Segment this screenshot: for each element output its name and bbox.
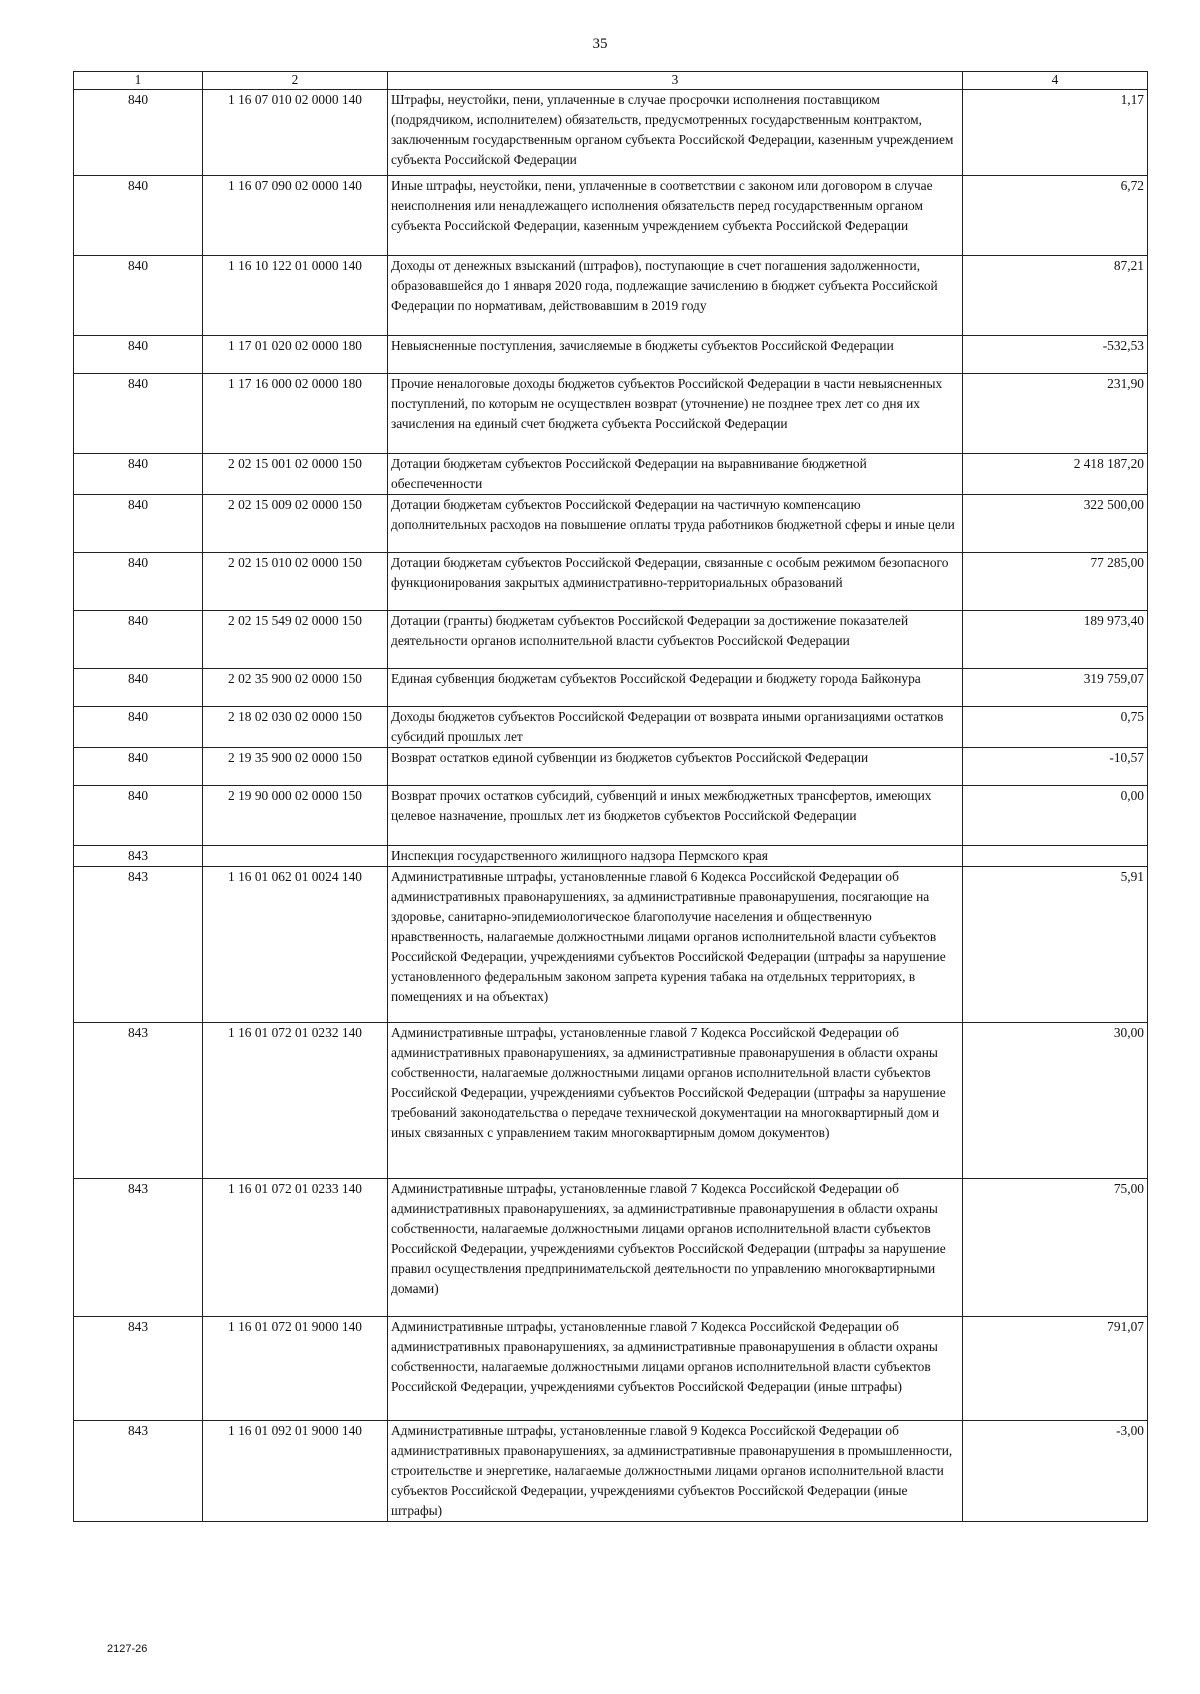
revenue-name-cell: Возврат остатков единой субвенции из бюджетов субъектов Российской Федерации (388, 748, 963, 786)
column-header-2: 2 (203, 72, 388, 90)
amount-cell: 6,72 (963, 176, 1148, 256)
amount-cell: 2 418 187,20 (963, 454, 1148, 495)
admin-code-cell: 843 (74, 1421, 203, 1522)
table-row (74, 90, 1148, 176)
column-header-4: 4 (963, 72, 1148, 90)
table-row (74, 495, 1148, 553)
table-row (74, 846, 1148, 867)
budget-code-cell: 1 16 01 062 01 0024 140 (203, 867, 388, 1023)
amount-cell: -3,00 (963, 1421, 1148, 1522)
admin-code-cell: 840 (74, 669, 203, 707)
amount-cell: 1,17 (963, 90, 1148, 176)
amount-cell (963, 846, 1148, 867)
revenue-name-cell: Дотации бюджетам субъектов Российской Федерации на частичную компенсацию дополнительных расходов на повышение оплаты труда работников бюджетной сферы и иные цели (388, 495, 963, 553)
revenue-name-cell: Возврат прочих остатков субсидий, субвенций и иных межбюджетных трансфертов, имеющих целевое назначение, прошлых лет из бюджетов субъектов Российской Федерации (388, 786, 963, 846)
budget-code-cell: 2 18 02 030 02 0000 150 (203, 707, 388, 748)
table-body (74, 90, 1148, 1522)
revenue-name-cell: Прочие неналоговые доходы бюджетов субъектов Российской Федерации в части невыясненных поступлений, по которым не осуществлен возврат (уточнение) не позднее трех лет со дня их зачисления на единый счет бюджета субъекта Российской Федерации (388, 374, 963, 454)
amount-cell: 319 759,07 (963, 669, 1148, 707)
revenue-name-cell: Доходы бюджетов субъектов Российской Федерации от возврата иными организациями остатков субсидий прошлых лет (388, 707, 963, 748)
budget-code-cell: 2 02 15 549 02 0000 150 (203, 611, 388, 669)
footer-code: 2127-26 (107, 1643, 148, 1655)
admin-code-cell: 840 (74, 454, 203, 495)
page-number: 35 (592, 36, 608, 52)
admin-code-cell: 843 (74, 846, 203, 867)
admin-code-cell: 840 (74, 748, 203, 786)
amount-cell: 322 500,00 (963, 495, 1148, 553)
amount-cell: 5,91 (963, 867, 1148, 1023)
column-header-3: 3 (388, 72, 963, 90)
admin-code-cell: 843 (74, 1179, 203, 1317)
table-row (74, 336, 1148, 374)
revenue-name-cell: Инспекция государственного жилищного надзора Пермского края (388, 846, 963, 867)
amount-cell: 791,07 (963, 1317, 1148, 1421)
budget-code-cell: 1 16 01 092 01 9000 140 (203, 1421, 388, 1522)
amount-cell: 0,00 (963, 786, 1148, 846)
admin-code-cell: 840 (74, 256, 203, 336)
admin-code-cell: 840 (74, 374, 203, 454)
budget-code-cell: 2 19 90 000 02 0000 150 (203, 786, 388, 846)
budget-code-cell: 1 16 01 072 01 0233 140 (203, 1179, 388, 1317)
admin-code-cell: 840 (74, 336, 203, 374)
admin-code-cell: 843 (74, 1317, 203, 1421)
budget-code-cell: 1 16 07 010 02 0000 140 (203, 90, 388, 176)
amount-cell: 231,90 (963, 374, 1148, 454)
table-row (74, 1317, 1148, 1421)
budget-code-cell: 1 17 16 000 02 0000 180 (203, 374, 388, 454)
column-header-1: 1 (74, 72, 203, 90)
table-row (74, 611, 1148, 669)
admin-code-cell: 840 (74, 786, 203, 846)
amount-cell: 77 285,00 (963, 553, 1148, 611)
revenue-name-cell: Штрафы, неустойки, пени, уплаченные в случае просрочки исполнения поставщиком (подрядчиком, исполнителем) обязательств, предусмотренных государственным контрактом, заключенным государственным органом субъекта Российской Федерации, казенным учреждением субъекта Российской Федерации (388, 90, 963, 176)
revenue-name-cell: Административные штрафы, установленные главой 9 Кодекса Российской Федерации об административных правонарушениях, за административные правонарушения в промышленности, строительстве и энергетике, налагаемые должностными лицами органов исполнительной власти субъектов Российской Федерации, учреждениями субъектов Российской Федерации (иные штрафы) (388, 1421, 963, 1522)
budget-code-cell: 1 16 10 122 01 0000 140 (203, 256, 388, 336)
table-row (74, 454, 1148, 495)
admin-code-cell: 840 (74, 90, 203, 176)
budget-code-cell: 2 02 15 009 02 0000 150 (203, 495, 388, 553)
table-row (74, 786, 1148, 846)
amount-cell: -532,53 (963, 336, 1148, 374)
table-row (74, 1421, 1148, 1522)
amount-cell: 189 973,40 (963, 611, 1148, 669)
revenue-name-cell: Административные штрафы, установленные главой 6 Кодекса Российской Федерации об административных правонарушениях, за административные правонарушения, посягающие на здоровье, санитарно-эпидемиологическое благополучие населения и общественную нравственность, налагаемые должностными лицами органов исполнительной власти субъектов Российской Федерации, учреждениями субъектов Российской Федерации (штрафы за нарушение установленного федеральным законом запрета курения табака на отдельных территориях, в помещениях и на объектах) (388, 867, 963, 1023)
revenue-name-cell: Дотации (гранты) бюджетам субъектов Российской Федерации за достижение показателей деятельности органов исполнительной власти субъектов Российской Федерации (388, 611, 963, 669)
admin-code-cell: 840 (74, 707, 203, 748)
revenue-name-cell: Единая субвенция бюджетам субъектов Российской Федерации и бюджету города Байконура (388, 669, 963, 707)
table-row (74, 1179, 1148, 1317)
budget-code-cell: 1 17 01 020 02 0000 180 (203, 336, 388, 374)
table-row (74, 176, 1148, 256)
amount-cell: -10,57 (963, 748, 1148, 786)
admin-code-cell: 840 (74, 176, 203, 256)
admin-code-cell: 843 (74, 867, 203, 1023)
table-row (74, 669, 1148, 707)
budget-code-cell: 2 19 35 900 02 0000 150 (203, 748, 388, 786)
amount-cell: 87,21 (963, 256, 1148, 336)
amount-cell: 75,00 (963, 1179, 1148, 1317)
revenue-name-cell: Административные штрафы, установленные главой 7 Кодекса Российской Федерации об административных правонарушениях, за административные правонарушения в области охраны собственности, налагаемые должностными лицами органов исполнительной власти субъектов Российской Федерации, учреждениями субъектов Российской Федерации (штрафы за нарушение требований законодательства о передаче технической документации на многоквартирный дом и иных связанных с управлением таким многоквартирным домом документов) (388, 1023, 963, 1179)
budget-code-cell: 1 16 01 072 01 9000 140 (203, 1317, 388, 1421)
table-row (74, 256, 1148, 336)
budget-code-cell: 2 02 15 001 02 0000 150 (203, 454, 388, 495)
revenue-name-cell: Административные штрафы, установленные главой 7 Кодекса Российской Федерации об административных правонарушениях, за административные правонарушения в области охраны собственности, налагаемые должностными лицами органов исполнительной власти субъектов Российской Федерации, учреждениями субъектов Российской Федерации (штрафы за нарушение правил осуществления предпринимательской деятельности по управлению многоквартирными домами) (388, 1179, 963, 1317)
revenue-name-cell: Доходы от денежных взысканий (штрафов), поступающие в счет погашения задолженности, образовавшейся до 1 января 2020 года, подлежащие зачислению в бюджет субъекта Российской Федерации по нормативам, действовавшим в 2019 году (388, 256, 963, 336)
table-row (74, 374, 1148, 454)
revenue-name-cell: Невыясненные поступления, зачисляемые в бюджеты субъектов Российской Федерации (388, 336, 963, 374)
revenue-name-cell: Административные штрафы, установленные главой 7 Кодекса Российской Федерации об административных правонарушениях, за административные правонарушения в области охраны собственности, налагаемые должностными лицами органов исполнительной власти субъектов Российской Федерации, учреждениями субъектов Российской Федерации (иные штрафы) (388, 1317, 963, 1421)
table-row (74, 553, 1148, 611)
amount-cell: 30,00 (963, 1023, 1148, 1179)
revenue-name-cell: Иные штрафы, неустойки, пени, уплаченные в соответствии с законом или договором в случае неисполнения или ненадлежащего исполнения обязательств перед государственным органом субъекта Российской Федерации, казенным учреждением субъекта Российской Федерации (388, 176, 963, 256)
admin-code-cell: 840 (74, 553, 203, 611)
amount-cell: 0,75 (963, 707, 1148, 748)
table-header (74, 72, 1148, 90)
budget-code-cell: 1 16 07 090 02 0000 140 (203, 176, 388, 256)
revenue-name-cell: Дотации бюджетам субъектов Российской Федерации на выравнивание бюджетной обеспеченности (388, 454, 963, 495)
admin-code-cell: 840 (74, 611, 203, 669)
table-row (74, 1023, 1148, 1179)
admin-code-cell: 840 (74, 495, 203, 553)
table-row (74, 748, 1148, 786)
table-row (74, 707, 1148, 748)
budget-code-cell: 2 02 15 010 02 0000 150 (203, 553, 388, 611)
budget-code-cell: 2 02 35 900 02 0000 150 (203, 669, 388, 707)
budget-code-cell (203, 846, 388, 867)
revenue-name-cell: Дотации бюджетам субъектов Российской Федерации, связанные с особым режимом безопасного функционирования закрытых административно-территориальных образований (388, 553, 963, 611)
admin-code-cell: 843 (74, 1023, 203, 1179)
header-row (74, 72, 1148, 90)
budget-code-cell: 1 16 01 072 01 0232 140 (203, 1023, 388, 1179)
revenue-table (73, 71, 1148, 1522)
table-row (74, 867, 1148, 1023)
